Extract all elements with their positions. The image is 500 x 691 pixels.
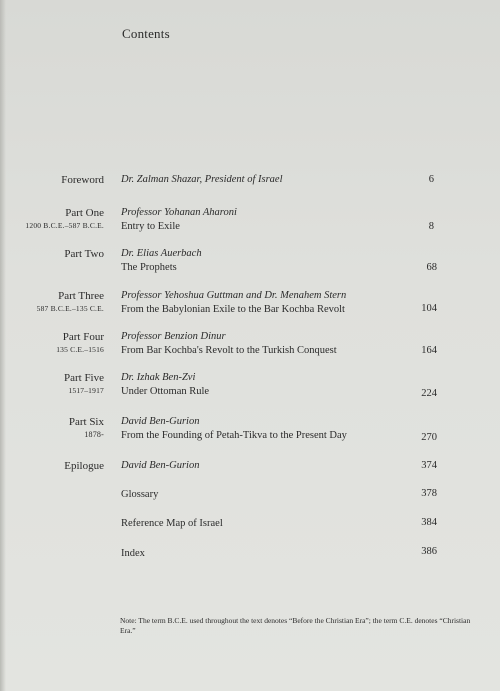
author-name: Professor Benzion Dinur [121,331,226,342]
page-number: 378 [421,488,437,499]
date-range: 1878- [84,430,104,439]
author-name: Dr. Elias Auerbach [121,248,202,259]
chapter-title: Under Ottoman Rule [121,386,210,397]
page-number: 386 [421,546,437,557]
page-number: 68 [426,262,437,273]
page-number: 104 [421,303,437,314]
date-range: 1200 B.C.E.–587 B.C.E. [25,221,104,230]
section-label: Part Four [62,331,104,343]
author-name: David Ben-Gurion [121,460,200,471]
section-label: Foreword [61,174,104,186]
author-name: Dr. Zalman Shazar, President of Israel [121,174,283,185]
author-name: Professor Yehoshua Guttman and Dr. Menahem Stern [121,290,347,301]
page-binding-shadow [0,0,6,691]
section-label: Part Five [63,372,104,384]
page-number: 384 [421,517,437,528]
page-number: 6 [428,174,434,185]
page-number: 270 [421,432,437,443]
page-number: 8 [428,221,434,232]
chapter-title: Reference Map of Israel [121,518,223,529]
section-label: Part Three [58,290,104,302]
chapter-title: Glossary [121,489,159,500]
contents-heading: Contents [122,26,170,41]
page-number: 374 [421,460,437,471]
section-label: Part Six [68,416,104,428]
page-number: 164 [421,345,437,356]
chapter-title: The Prophets [121,262,177,273]
chapter-title: From the Founding of Petah-Tikva to the Present Day [121,430,347,441]
section-label: Part One [65,207,104,219]
section-label: Epilogue [64,460,104,472]
date-range: 587 B.C.E.–135 C.E. [36,304,104,313]
chapter-title: From the Babylonian Exile to the Bar Kochba Revolt [121,304,345,315]
date-range: 1517–1917 [68,386,104,395]
author-name: Professor Yohanan Aharoni [121,207,237,218]
date-range: 135 C.E.–1516 [56,345,104,354]
author-name: Dr. Izhak Ben-Zvi [121,372,196,383]
chapter-title: Index [121,548,145,559]
section-label: Part Two [64,248,104,260]
chapter-title: From Bar Kochba's Revolt to the Turkish Conquest [121,345,337,356]
page-number: 224 [421,388,437,399]
footnote: Note: The term B.C.E. used throughout the text denotes “Before the Christian Era”; the term C.E. denotes “Christian Era.” [120,616,471,635]
chapter-title: Entry to Exile [121,221,180,232]
author-name: David Ben-Gurion [121,416,200,427]
